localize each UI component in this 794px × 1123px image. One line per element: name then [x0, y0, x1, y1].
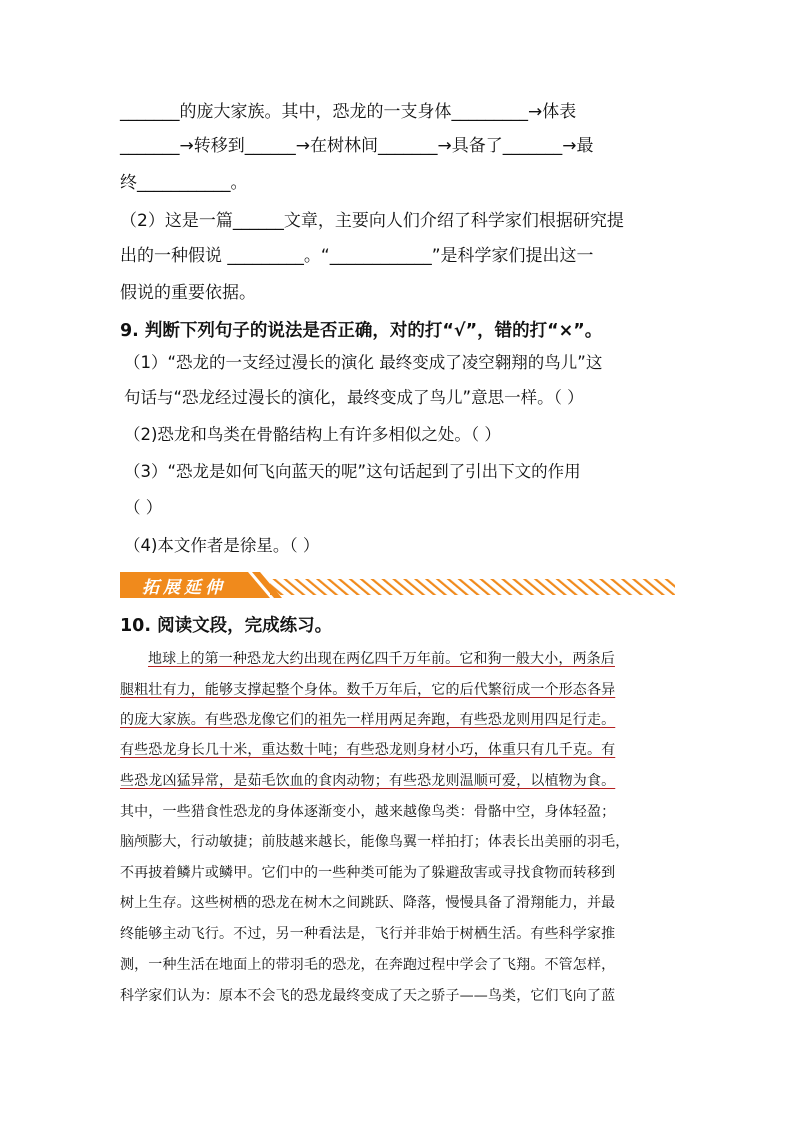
- q9-item3-line1: （3）“恐龙是如何飞向蓝天的呢”这句话起到了引出下文的作用: [124, 462, 581, 481]
- section-banner: [120, 570, 675, 600]
- q9-item1-line2: 句话与“恐龙经过漫长的演化，最终变成了鸟儿”意思一样。（ ）: [124, 388, 584, 407]
- q8-part2-line1: （2）这是一篇______文章，主要向人们介绍了科学家们根据研究提: [120, 211, 624, 231]
- passage-line: 的庞大家族。有些恐龙像它们的祖先一样用两足奔跑，有些恐龙则用四足行走。: [120, 712, 616, 728]
- q9-item2: （2)恐龙和鸟类在骨骼结构上有许多相似之处。（ ）: [124, 425, 501, 444]
- passage-line: 测，一种生活在地面上的带羽毛的恐龙，在奔跑过程中学会了飞翔。不管怎样，: [120, 957, 616, 973]
- passage-line: 有些恐龙身长几十米，重达数十吨；有些恐龙则身材小巧，体重只有几千克。有: [120, 742, 616, 758]
- passage-line: 终能够主动飞行。不过，另一种看法是，飞行并非始于树栖生活。有些科学家推: [120, 926, 616, 942]
- banner-label: 拓展延伸: [142, 578, 226, 598]
- q9-title: 9. 判断下列句子的说法是否正确，对的打“√”，错的打“×”。: [120, 321, 603, 341]
- q10-title: 10. 阅读文段，完成练习。: [120, 616, 333, 636]
- passage-line: 树上生存。这些树栖的恐龙在树木之间跳跃、降落，慢慢具备了滑翔能力，并最: [120, 895, 616, 911]
- q8-part2-line3: 假说的重要依据。: [120, 283, 256, 303]
- q8-part1-line2: _______→转移到______→在树林间_______→具备了_______→最: [120, 136, 594, 156]
- q8-part1-line1: _______的庞大家族。其中，恐龙的一支身体_________→体表: [120, 102, 577, 122]
- q9-item4: （4)本文作者是徐星。（ ）: [124, 536, 320, 555]
- passage-line: 腿粗壮有力，能够支撑起整个身体。数千万年后，它的后代繁衍成一个形态各异: [120, 682, 616, 698]
- passage-line: 地球上的第一种恐龙大约出现在两亿四千万年前。它和狗一般大小，两条后: [148, 651, 615, 667]
- passage-line: 脑颅膨大，行动敏捷；前肢越来越长，能像鸟翼一样拍打；体表长出美丽的羽毛，: [120, 834, 630, 850]
- q8-part2-line2: 出的一种假说 _________。“____________”是科学家们提出这一: [120, 246, 594, 266]
- q8-part1-line3: 终___________。: [120, 173, 248, 193]
- passage-line: 些恐龙凶猛异常，是茹毛饮血的食肉动物；有些恐龙则温顺可爱，以植物为食。: [120, 773, 616, 789]
- q9-item1-line1: （1）“恐龙的一支经过漫长的演化 最终变成了凌空翱翔的鸟儿”这: [124, 353, 603, 372]
- passage-line: 其中，一些猎食性恐龙的身体逐渐变小，越来越像鸟类：骨骼中空，身体轻盈；: [120, 804, 616, 820]
- passage-line: 科学家们认为：原本不会飞的恐龙最终变成了天之骄子——鸟类，它们飞向了蓝: [120, 988, 616, 1004]
- q9-item3-line2: （ ）: [124, 498, 163, 517]
- passage-line: 不再披着鳞片或鳞甲。它们中的一些种类可能为了躲避敌害或寻找食物而转移到: [120, 865, 616, 881]
